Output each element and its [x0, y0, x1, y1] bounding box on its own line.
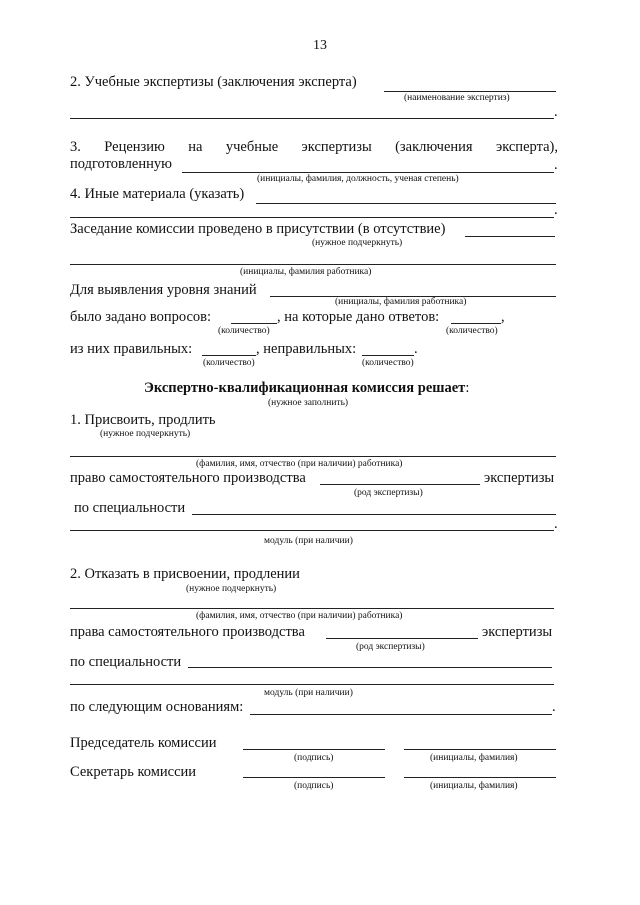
meeting-caption: (нужное подчеркнуть) [312, 238, 403, 248]
refuse-grounds-label: по следующим основаниям: [70, 699, 244, 715]
decision-title [144, 380, 469, 397]
section2-field-line-2[interactable] [70, 118, 554, 119]
section3-field-line[interactable] [182, 172, 554, 173]
section3-word: учебные [225, 139, 279, 155]
answers-comma: , [501, 309, 505, 325]
meeting-label: Заседание комиссии проведено в присутствии (в отсутствие) [70, 221, 446, 237]
correct-count-line[interactable] [202, 355, 256, 356]
knowledge-caption: (инициалы, фамилия работника) [335, 297, 467, 307]
decision-title-text: Экспертно-квалификационная комиссия решает [144, 380, 466, 396]
chairman-signature-caption: (подпись) [294, 753, 334, 763]
section2-caption: (наименование экспертиз) [404, 93, 510, 103]
refuse-label: 2. Отказать в присвоении, продлении [70, 566, 300, 582]
secretary-initials-caption: (инициалы, фамилия) [430, 781, 518, 791]
section3-word: эксперта), [495, 139, 558, 155]
correct-label: из них правильных: [70, 341, 193, 357]
refuse-right-label: права самостоятельного производства [70, 624, 305, 640]
section4-end: . [554, 202, 558, 218]
questions-count-line[interactable] [231, 323, 277, 324]
refuse-module-caption: модуль (при наличии) [264, 688, 353, 698]
grant-right-label: право самостоятельного производства [70, 470, 306, 486]
questions-count-caption: (количество) [218, 326, 270, 336]
decision-colon: : [465, 380, 470, 396]
section3-word: Рецензию [104, 139, 165, 155]
section3-label2: подготовленную [70, 156, 172, 172]
grant-module-caption: модуль (при наличии) [264, 536, 353, 546]
grant-specialty-line-2[interactable] [70, 530, 554, 531]
refuse-grounds-line[interactable] [250, 714, 552, 715]
section2-label: 2. Учебные экспертизы (заключения эксперта) [70, 74, 357, 90]
section3-word: (заключения [395, 139, 473, 155]
refuse-kind-caption: (род экспертизы) [356, 642, 425, 652]
section2-field-line[interactable] [384, 91, 556, 92]
section3-word: 3. [70, 139, 81, 155]
incorrect-count-caption: (количество) [362, 358, 414, 368]
page-number: 13 [313, 38, 327, 53]
grant-name-line[interactable] [70, 456, 556, 457]
refuse-name-caption: (фамилия, имя, отчество (при наличии) работника) [196, 611, 403, 621]
refuse-expertise-word: экспертизы [482, 624, 553, 640]
chairman-initials-line[interactable] [404, 749, 556, 750]
section3-word: на [188, 139, 203, 155]
refuse-specialty-label: по специальности [70, 654, 182, 670]
incorrect-period: . [414, 341, 418, 357]
chairman-initials-caption: (инициалы, фамилия) [430, 753, 518, 763]
section3-end: . [554, 157, 558, 173]
section4-label: 4. Иные материала (указать) [70, 186, 245, 202]
grant-expertise-word: экспертизы [484, 470, 555, 486]
section2-end: . [554, 104, 558, 120]
knowledge-label: Для выявления уровня знаний [70, 282, 257, 298]
correct-count-caption: (количество) [203, 358, 255, 368]
grant-specialty-label: по специальности [74, 500, 186, 516]
answers-count-line[interactable] [451, 323, 501, 324]
section3-line1 [70, 139, 558, 156]
decision-caption: (нужное заполнить) [268, 398, 349, 408]
grant-label: 1. Присвоить, продлить [70, 412, 216, 428]
grant-kind-caption: (род экспертизы) [354, 488, 423, 498]
chairman-signature-line[interactable] [243, 749, 385, 750]
refuse-end: . [552, 699, 556, 715]
chairman-label: Председатель комиссии [70, 735, 217, 751]
section3-caption: (инициалы, фамилия, должность, ученая степень) [257, 174, 459, 184]
section4-field-line-2[interactable] [70, 217, 554, 218]
refuse-specialty-line-2[interactable] [70, 684, 554, 685]
meeting-field-line[interactable] [465, 236, 555, 237]
incorrect-count-line[interactable] [362, 355, 414, 356]
section3-word: экспертизы [301, 139, 372, 155]
grant-kind-line[interactable] [320, 484, 480, 485]
secretary-signature-caption: (подпись) [294, 781, 334, 791]
secretary-label: Секретарь комиссии [70, 764, 197, 780]
grant-specialty-line[interactable] [192, 514, 556, 515]
questions-label: было задано вопросов: [70, 309, 212, 325]
secretary-initials-line[interactable] [404, 777, 556, 778]
meeting-caption2: (инициалы, фамилия работника) [240, 267, 372, 277]
refuse-specialty-line[interactable] [188, 667, 552, 668]
answers-count-caption: (количество) [446, 326, 498, 336]
section4-field-line[interactable] [256, 203, 556, 204]
secretary-signature-line[interactable] [243, 777, 385, 778]
meeting-name-line[interactable] [70, 264, 556, 265]
refuse-caption: (нужное подчеркнуть) [186, 584, 277, 594]
incorrect-label: , неправильных: [256, 341, 357, 357]
refuse-name-line[interactable] [70, 608, 554, 609]
grant-name-caption: (фамилия, имя, отчество (при наличии) работника) [196, 459, 403, 469]
answers-label: , на которые дано ответов: [277, 309, 440, 325]
grant-end: . [554, 516, 558, 532]
refuse-kind-line[interactable] [326, 638, 478, 639]
grant-caption: (нужное подчеркнуть) [100, 429, 191, 439]
